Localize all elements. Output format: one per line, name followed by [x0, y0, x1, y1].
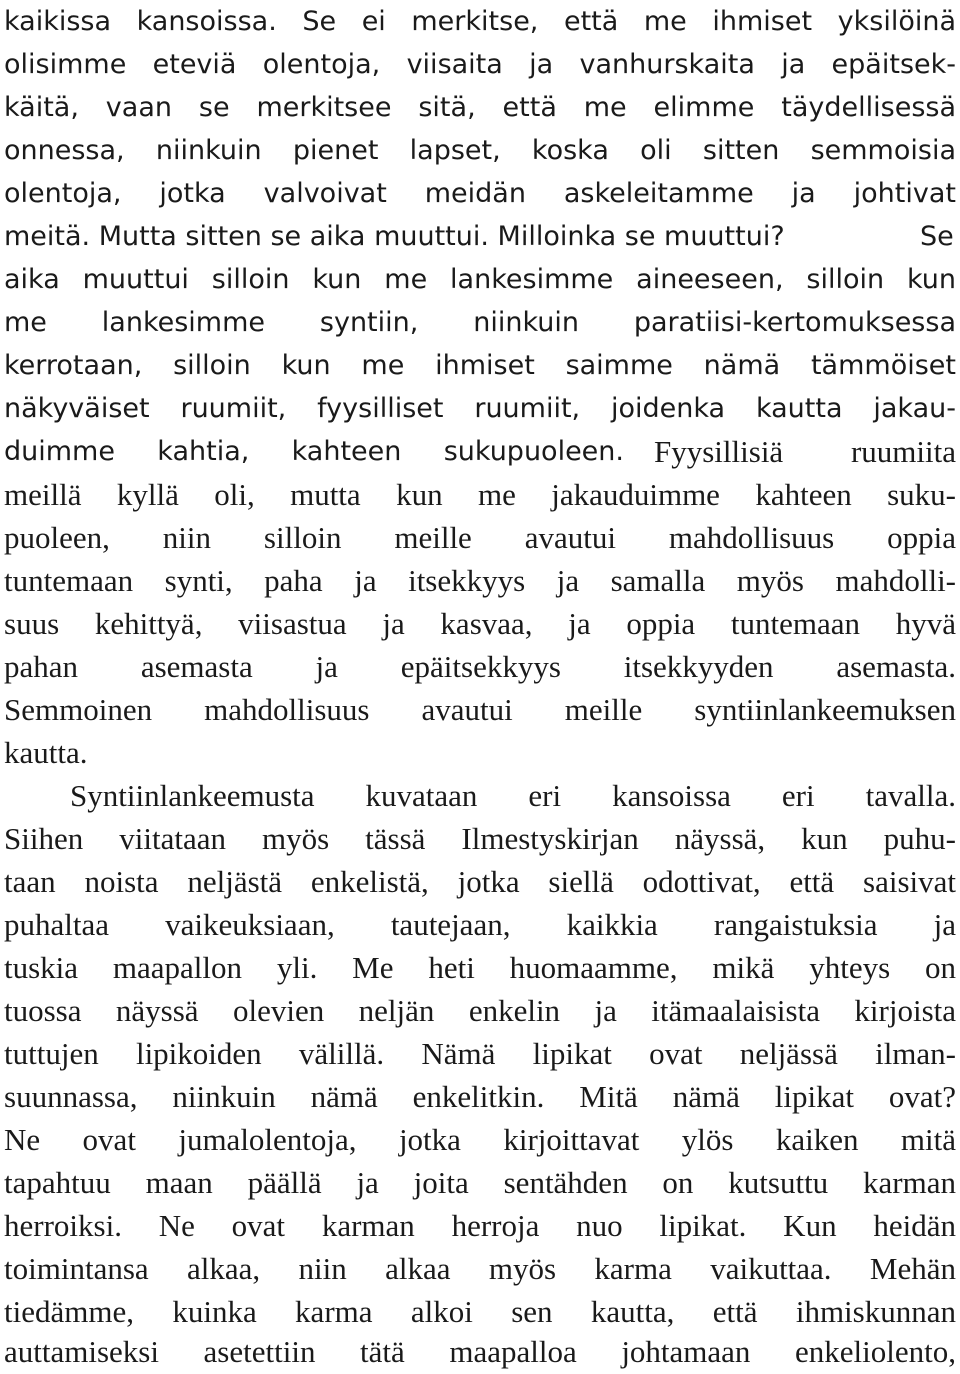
- text-line: duimme kahtia, kahteen sukupuoleen.: [4, 436, 624, 467]
- text-line: tuttujen lipikoiden välillä. Nämä lipikat ovat neljässä ilman-: [4, 1036, 956, 1071]
- text-line: tuntemaan synti, paha ja itsekkyys ja samalla myös mahdolli-: [4, 563, 956, 598]
- text-line: pahan asemasta ja epäitsekkyys itsekkyyden asemasta.: [4, 649, 956, 684]
- text-line: tiedämme, kuinka karma alkoi sen kautta, että ihmiskunnan: [4, 1294, 956, 1329]
- text-line: kautta.: [4, 735, 88, 770]
- text-line: Siihen viitataan myös tässä Ilmestyskirjan näyssä, kun puhu-: [4, 821, 956, 856]
- text-line: suus kehittyä, viisastua ja kasvaa, ja oppia tuntemaan hyvä: [4, 606, 956, 641]
- text-line: suunnassa, niinkuin nämä enkelitkin. Mitä nämä lipikat ovat?: [4, 1079, 956, 1114]
- text-line: tuossa näyssä olevien neljän enkelin ja itämaalaisista kirjoista: [4, 993, 956, 1028]
- text-line: tuskia maapallon yli. Me heti huomaamme, mikä yhteys on: [4, 950, 956, 985]
- text-line: näkyväiset ruumiit, fyysilliset ruumiit, joidenka kautta jakau-: [4, 393, 956, 424]
- text-line: onnessa, niinkuin pienet lapset, koska oli sitten semmoisia: [4, 135, 956, 166]
- text-line: me lankesimme syntiin, niinkuin paratiisi-kertomuksessa: [4, 307, 956, 338]
- text-line: auttamiseksi asetettiin tätä maapalloa johtamaan enkeliolento,: [4, 1334, 956, 1369]
- text-line: meitä. Mutta sitten se aika muuttui. Milloinka se muuttui?: [4, 221, 785, 252]
- text-line: toimintansa alkaa, niin alkaa myös karma vaikuttaa. Mehän: [4, 1251, 956, 1286]
- text-line: Ne ovat jumalolentoja, jotka kirjoittavat ylös kaiken mitä: [4, 1122, 956, 1157]
- text-line: puhaltaa vaikeuksiaan, tautejaan, kaikkia rangaistuksia ja: [4, 907, 956, 942]
- text-line: herroiksi. Ne ovat karman herroja nuo lipikat. Kun heidän: [4, 1208, 956, 1243]
- text-line: olisimme eteviä olentoja, viisaita ja vanhurskaita ja epäitsek-: [4, 49, 956, 80]
- text-line: puoleen, niin silloin meille avautui mahdollisuus oppia: [4, 520, 956, 555]
- paragraph-first-line: Syntiinlankeemusta kuvataan eri kansoissa eri tavalla.: [70, 778, 956, 813]
- text-line: Se: [920, 221, 954, 252]
- text-line: taan noista neljästä enkelistä, jotka siellä odottivat, että saisivat: [4, 864, 956, 899]
- text-line: kaikissa kansoissa. Se ei merkitse, että me ihmiset yksilöinä: [4, 6, 956, 37]
- text-line: meillä kyllä oli, mutta kun me jakauduimme kahteen suku-: [4, 477, 956, 512]
- text-line: Fyysillisiä ruumiita: [654, 434, 956, 469]
- text-line: Semmoinen mahdollisuus avautui meille syntiinlankeemuksen: [4, 692, 956, 727]
- text-line: olentoja, jotka valvoivat meidän askeleitamme ja johtivat: [4, 178, 956, 209]
- text-line: kerrotaan, silloin kun me ihmiset saimme nämä tämmöiset: [4, 350, 956, 381]
- text-line: käitä, vaan se merkitsee sitä, että me elimme täydellisessä: [4, 92, 956, 123]
- text-line: tapahtuu maan päällä ja joita sentähden on kutsuttu karman: [4, 1165, 956, 1200]
- text-line: aika muuttui silloin kun me lankesimme aineeseen, silloin kun: [4, 264, 956, 295]
